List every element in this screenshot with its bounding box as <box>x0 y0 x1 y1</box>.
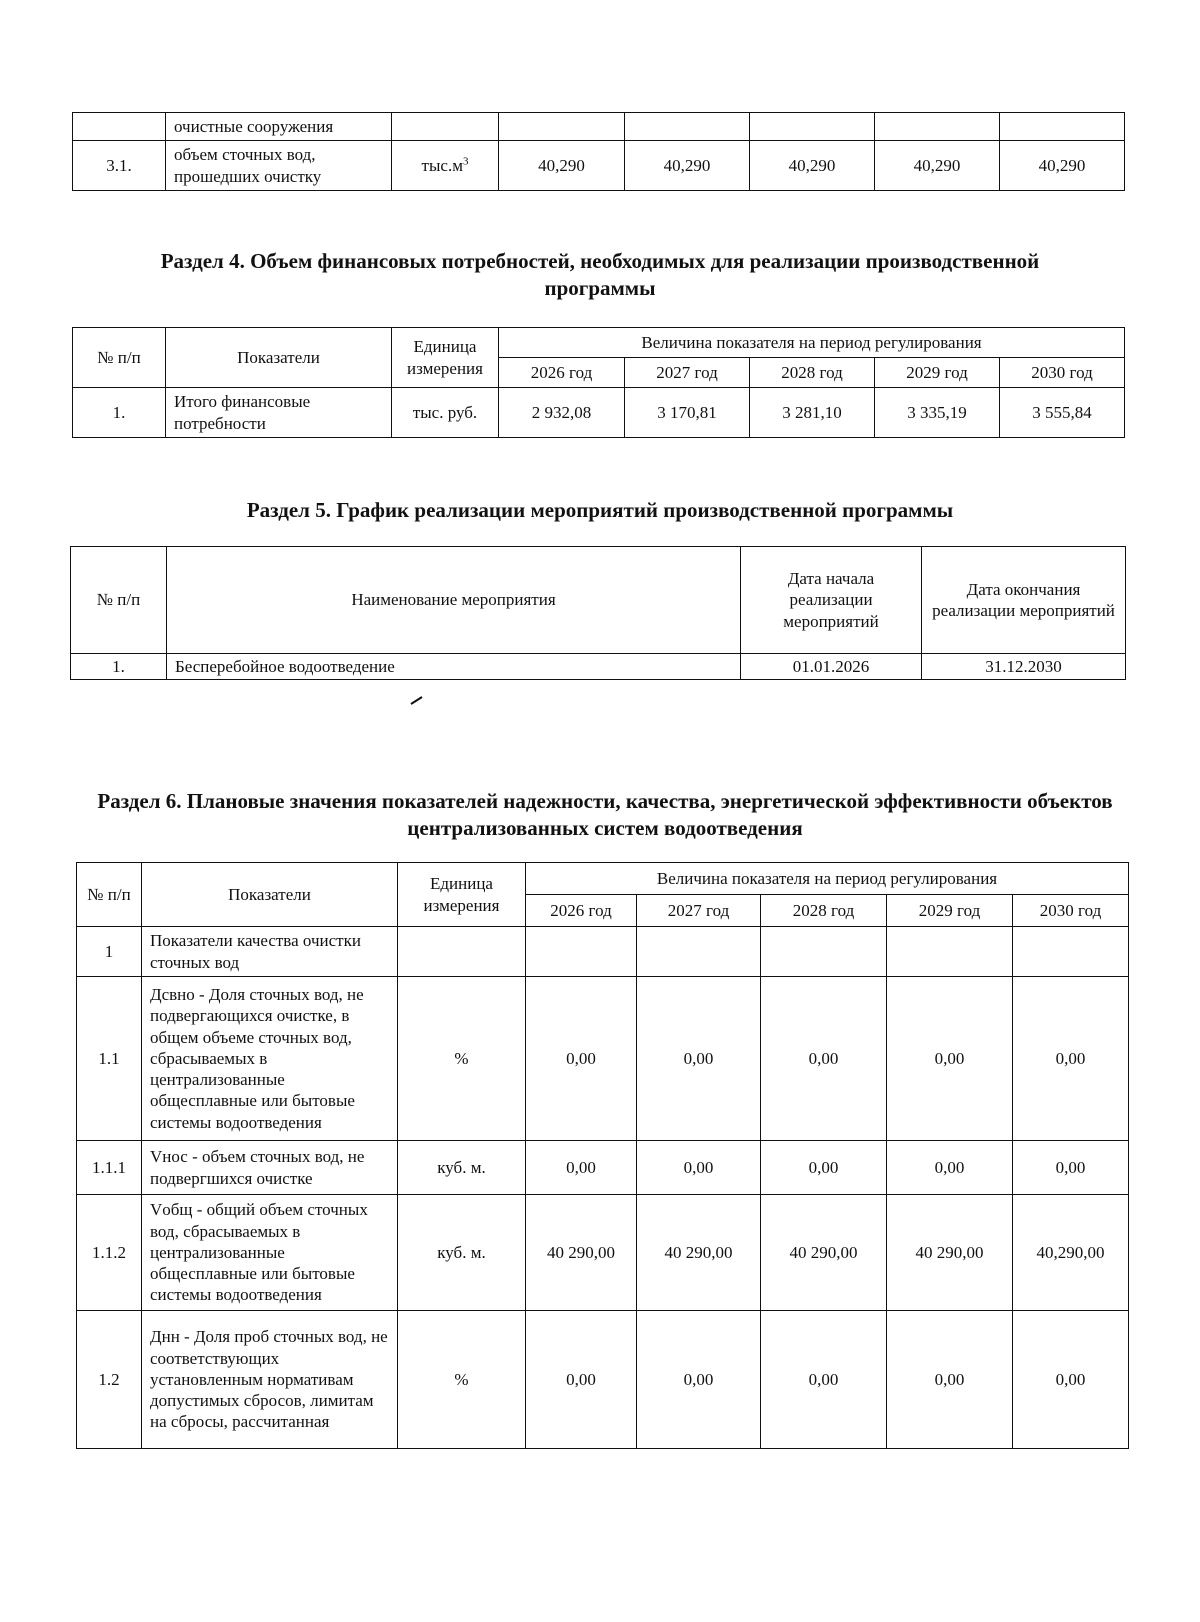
row-start-date: 01.01.2026 <box>741 654 922 680</box>
value-cell: 0,00 <box>637 977 761 1141</box>
section4-title: Раздел 4. Объем финансовых потребностей, необходимых для реализации производственной программы <box>160 249 1040 301</box>
row-name: Vобщ - общий объем сточных вод, сбрасываемых в централизованные общесплавные или бытовые системы водоотведения <box>142 1195 398 1311</box>
scan-mark <box>410 695 424 705</box>
value-cell: 0,00 <box>761 1141 887 1195</box>
row-name: очистные сооружения <box>166 113 392 141</box>
table-row <box>77 1141 1129 1195</box>
value-cell: 3 335,19 <box>875 388 1000 438</box>
header-year: 2026 год <box>499 358 625 388</box>
header-num: № п/п <box>73 328 166 388</box>
value-cell: 0,00 <box>526 1141 637 1195</box>
header-year: 2028 год <box>750 358 875 388</box>
value-cell: 40,290 <box>1000 141 1125 191</box>
value-cell: 0,00 <box>761 977 887 1141</box>
header-year: 2030 год <box>1013 895 1129 927</box>
value-cell <box>637 927 761 977</box>
value-cell: 40 290,00 <box>526 1195 637 1311</box>
row-number: 3.1. <box>73 141 166 191</box>
header-period: Величина показателя на период регулирования <box>526 863 1129 895</box>
value-cell: 3 170,81 <box>625 388 750 438</box>
header-year: 2029 год <box>887 895 1013 927</box>
header-row <box>77 863 1129 895</box>
value-cell: 40,290 <box>875 141 1000 191</box>
section5-title: Раздел 5. График реализации мероприятий производственной программы <box>246 498 954 522</box>
row-end-date: 31.12.2030 <box>922 654 1126 680</box>
row-unit: $тыс.м^3$ <box>392 141 499 191</box>
row-unit: куб. м. <box>398 1141 526 1195</box>
value-cell: 40,290,00 <box>1013 1195 1129 1311</box>
value-cell <box>887 927 1013 977</box>
header-year: 2030 год <box>1000 358 1125 388</box>
section3-tail-table <box>72 112 1125 191</box>
table-row <box>73 388 1125 438</box>
row-name: Показатели качества очистки сточных вод <box>142 927 398 977</box>
value-cell <box>1013 927 1129 977</box>
table-row <box>71 654 1126 680</box>
value-cell: 0,00 <box>887 977 1013 1141</box>
value-cell: 0,00 <box>526 1311 637 1449</box>
value-cell: 2 932,08 <box>499 388 625 438</box>
header-year: 2028 год <box>761 895 887 927</box>
value-cell: 0,00 <box>1013 1311 1129 1449</box>
header-period: Величина показателя на период регулирования <box>499 328 1125 358</box>
row-name: Бесперебойное водоотведение <box>167 654 741 680</box>
section6-table <box>76 862 1129 1449</box>
header-year: 2027 год <box>625 358 750 388</box>
section4-table <box>72 327 1125 438</box>
header-num: № п/п <box>71 547 167 654</box>
row-number: 1. <box>73 388 166 438</box>
header-name: Показатели <box>166 328 392 388</box>
header-start: Дата начала реализации мероприятий <box>741 547 922 654</box>
row-unit <box>398 927 526 977</box>
row-unit: % <box>398 1311 526 1449</box>
value-cell: 0,00 <box>761 1311 887 1449</box>
value-cell: 40 290,00 <box>761 1195 887 1311</box>
value-cell: 0,00 <box>1013 1141 1129 1195</box>
row-unit: куб. м. <box>398 1195 526 1311</box>
row-name: Дсвно - Доля сточных вод, не подвергающихся очистке, в общем объеме сточных вод, сбрасываемых в централизованные общесплавные или бытовые системы водоотведения <box>142 977 398 1141</box>
row-unit: тыс. руб. <box>392 388 499 438</box>
header-year: 2029 год <box>875 358 1000 388</box>
header-end: Дата окончания реализации мероприятий <box>922 547 1126 654</box>
header-year: 2027 год <box>637 895 761 927</box>
value-cell: 40 290,00 <box>887 1195 1013 1311</box>
header-row <box>73 328 1125 358</box>
header-unit: Единица измерения <box>398 863 526 927</box>
value-cell: 0,00 <box>1013 977 1129 1141</box>
row-name: Итого финансовые потребности <box>166 388 392 438</box>
header-row <box>71 547 1126 654</box>
header-name: Показатели <box>142 863 398 927</box>
table-row <box>77 927 1129 977</box>
row-number: 1.1.2 <box>77 1195 142 1311</box>
header-num: № п/п <box>77 863 142 927</box>
value-cell: 0,00 <box>637 1311 761 1449</box>
table-row <box>77 977 1129 1141</box>
value-cell: 0,00 <box>887 1141 1013 1195</box>
value-cell: 40,290 <box>499 141 625 191</box>
value-cell: 40 290,00 <box>637 1195 761 1311</box>
row-name: объем сточных вод, прошедших очистку <box>166 141 392 191</box>
section5-table <box>70 546 1126 680</box>
row-number: 1 <box>77 927 142 977</box>
row-number: 1. <box>71 654 167 680</box>
value-cell <box>526 927 637 977</box>
row-name: Vнос - объем сточных вод, не подвергшихся очистке <box>142 1141 398 1195</box>
table-row <box>77 1311 1129 1449</box>
value-cell <box>761 927 887 977</box>
row-unit: % <box>398 977 526 1141</box>
value-cell: 3 555,84 <box>1000 388 1125 438</box>
value-cell: 3 281,10 <box>750 388 875 438</box>
header-year: 2026 год <box>526 895 637 927</box>
section6-title: Раздел 6. Плановые значения показателей надежности, качества, энергетической эффективности объектов централизованных систем водоотведения <box>97 789 1113 841</box>
row-number: 1.1.1 <box>77 1141 142 1195</box>
value-cell: 0,00 <box>526 977 637 1141</box>
value-cell: 40,290 <box>625 141 750 191</box>
header-name: Наименование мероприятия <box>167 547 741 654</box>
row-number: 1.2 <box>77 1311 142 1449</box>
table-row <box>73 113 1125 141</box>
table-row <box>77 1195 1129 1311</box>
value-cell: 0,00 <box>887 1311 1013 1449</box>
header-unit: Единица измерения <box>392 328 499 388</box>
value-cell: 0,00 <box>637 1141 761 1195</box>
table-row <box>73 141 1125 191</box>
value-cell: 40,290 <box>750 141 875 191</box>
row-name: Днн - Доля проб сточных вод, не соответствующих установленным нормативам допустимых сбросов, лимитам на сбросы, рассчитанная <box>142 1311 398 1449</box>
row-number: 1.1 <box>77 977 142 1141</box>
